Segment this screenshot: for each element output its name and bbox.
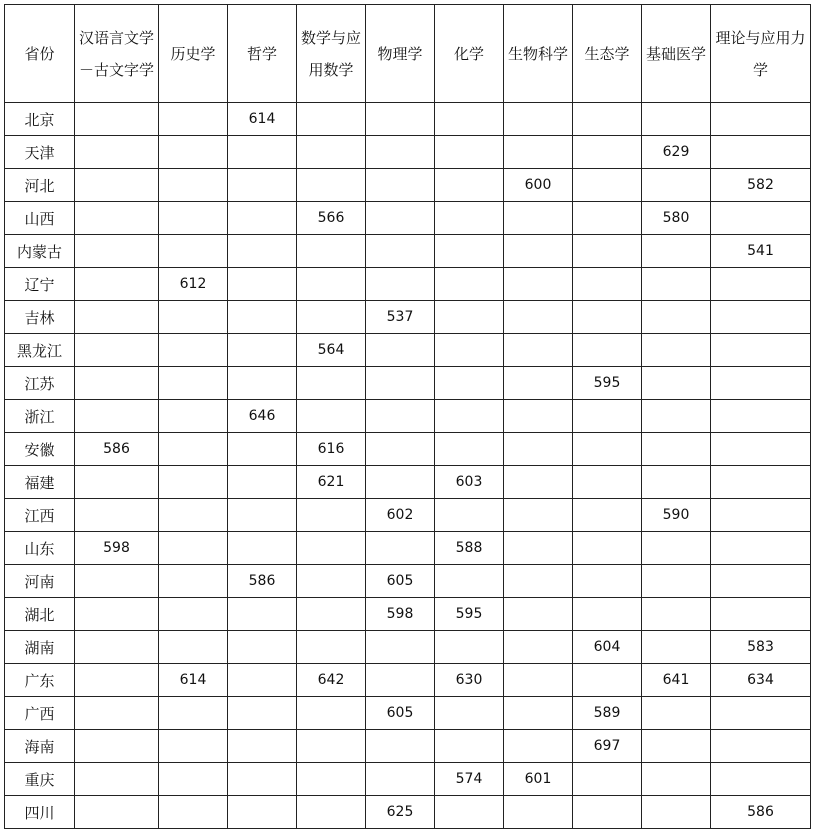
score-cell [297,301,366,334]
province-cell: 广西 [5,697,75,730]
score-cell [297,730,366,763]
score-cell [711,565,811,598]
score-cell: 603 [435,466,504,499]
score-cell: 600 [504,169,573,202]
score-cell: 605 [366,697,435,730]
score-cell [297,499,366,532]
header-label: 历史学 [170,44,216,63]
score-cell: 590 [642,499,711,532]
header-label: 生态学 [584,44,630,63]
score-cell [711,433,811,466]
score-cell [228,664,297,697]
score-cell [297,169,366,202]
score-cell [504,532,573,565]
score-cell [435,400,504,433]
score-cell [573,400,642,433]
score-cell: 588 [435,532,504,565]
province-cell: 山西 [5,202,75,235]
score-cell: 646 [228,400,297,433]
score-cell [159,103,228,136]
score-cell [504,367,573,400]
score-cell [573,235,642,268]
table-row [5,169,811,202]
score-cell [573,334,642,367]
score-cell [573,169,642,202]
score-cell [504,631,573,664]
header-row [5,5,811,103]
score-cell [573,103,642,136]
score-cell: 634 [711,664,811,697]
header-label: 生物科学 [508,44,569,63]
score-cell [504,235,573,268]
score-cell [504,796,573,829]
score-cell [297,598,366,631]
score-cell [366,235,435,268]
score-cell [159,730,228,763]
province-cell: 江苏 [5,367,75,400]
score-cell [228,235,297,268]
score-cell: 580 [642,202,711,235]
score-cell [711,367,811,400]
score-cell [573,301,642,334]
score-cell [642,697,711,730]
admission-score-table [4,4,811,829]
table-row [5,697,811,730]
score-cell: 641 [642,664,711,697]
score-cell [711,400,811,433]
score-cell [228,367,297,400]
score-cell: 595 [435,598,504,631]
province-cell: 重庆 [5,763,75,796]
score-cell [75,103,159,136]
score-cell [435,136,504,169]
score-cell [297,400,366,433]
score-cell [504,466,573,499]
table-row [5,466,811,499]
score-cell [366,367,435,400]
score-cell: 586 [75,433,159,466]
score-cell [642,796,711,829]
table-row [5,301,811,334]
score-cell [711,334,811,367]
score-cell [573,202,642,235]
score-cell [504,400,573,433]
score-cell [159,301,228,334]
score-cell [504,433,573,466]
header-major [159,5,228,103]
score-cell [297,763,366,796]
score-cell [75,598,159,631]
province-cell: 内蒙古 [5,235,75,268]
score-cell [504,730,573,763]
score-cell: 566 [297,202,366,235]
score-cell [573,532,642,565]
score-cell [711,466,811,499]
header-major [228,5,297,103]
score-cell [642,301,711,334]
table-row [5,103,811,136]
score-cell [642,367,711,400]
score-cell [642,466,711,499]
score-cell [75,763,159,796]
score-cell: 614 [159,664,228,697]
score-cell [435,697,504,730]
table-row [5,400,811,433]
score-cell [642,631,711,664]
score-cell: 564 [297,334,366,367]
score-cell [159,499,228,532]
table-row [5,334,811,367]
score-cell [711,697,811,730]
score-cell [159,466,228,499]
province-cell: 浙江 [5,400,75,433]
score-cell [366,400,435,433]
header-major [642,5,711,103]
score-cell [435,730,504,763]
score-cell [75,367,159,400]
score-cell [159,598,228,631]
score-cell [297,697,366,730]
score-cell [228,598,297,631]
score-cell [642,763,711,796]
header-label: 数学与应用数学 [301,28,362,79]
score-cell [642,235,711,268]
table-row [5,598,811,631]
score-cell: 604 [573,631,642,664]
score-cell [75,796,159,829]
header-label: 省份 [24,44,55,63]
score-cell [228,268,297,301]
score-cell [228,730,297,763]
score-cell [297,532,366,565]
score-cell [75,268,159,301]
score-cell [435,565,504,598]
score-cell: 629 [642,136,711,169]
score-cell [297,565,366,598]
score-cell: 598 [366,598,435,631]
score-cell [711,730,811,763]
score-cell [504,268,573,301]
score-cell [228,334,297,367]
score-cell [159,796,228,829]
score-cell [366,763,435,796]
province-cell: 山东 [5,532,75,565]
province-cell: 广东 [5,664,75,697]
header-major [297,5,366,103]
score-cell [366,664,435,697]
score-cell [711,532,811,565]
score-cell [366,136,435,169]
score-cell [573,598,642,631]
table-row [5,664,811,697]
province-cell: 湖北 [5,598,75,631]
score-cell [228,466,297,499]
score-cell [711,103,811,136]
score-cell [642,268,711,301]
score-cell: 642 [297,664,366,697]
score-cell [435,433,504,466]
score-cell [159,631,228,664]
score-cell: 586 [228,565,297,598]
score-cell [435,301,504,334]
score-cell [573,796,642,829]
table-row [5,499,811,532]
score-cell [228,499,297,532]
table-row [5,268,811,301]
header-label: 物理学 [377,44,423,63]
score-cell [366,631,435,664]
score-cell: 616 [297,433,366,466]
table-row [5,202,811,235]
score-cell [504,103,573,136]
score-cell [228,631,297,664]
province-cell: 吉林 [5,301,75,334]
province-cell: 江西 [5,499,75,532]
score-cell [642,598,711,631]
score-cell [366,202,435,235]
score-cell: 697 [573,730,642,763]
table-row [5,763,811,796]
score-cell [504,301,573,334]
header-label: 汉语言文学－古文字学 [79,28,155,79]
score-cell [75,235,159,268]
province-cell: 四川 [5,796,75,829]
score-cell [573,565,642,598]
score-cell: 598 [75,532,159,565]
score-cell [504,334,573,367]
score-cell [504,499,573,532]
table-row [5,565,811,598]
score-cell [366,433,435,466]
score-cell [435,796,504,829]
score-cell [642,532,711,565]
score-cell [228,532,297,565]
score-cell: 541 [711,235,811,268]
score-cell [711,301,811,334]
score-cell [297,103,366,136]
score-cell: 583 [711,631,811,664]
score-cell [159,367,228,400]
score-cell [75,301,159,334]
score-cell [159,169,228,202]
score-cell [435,499,504,532]
score-cell: 582 [711,169,811,202]
province-cell: 安徽 [5,433,75,466]
score-cell [573,763,642,796]
score-cell [435,268,504,301]
score-cell [75,202,159,235]
score-cell [366,466,435,499]
score-cell [642,730,711,763]
score-cell [504,202,573,235]
province-cell: 天津 [5,136,75,169]
score-cell [711,763,811,796]
score-cell [228,697,297,730]
score-cell [504,697,573,730]
table-row [5,796,811,829]
score-cell [504,598,573,631]
score-cell [75,499,159,532]
province-cell: 北京 [5,103,75,136]
score-cell [642,169,711,202]
score-cell [366,268,435,301]
score-cell: 621 [297,466,366,499]
score-cell [159,235,228,268]
score-cell [75,169,159,202]
table-row [5,730,811,763]
score-cell [711,202,811,235]
header-major [435,5,504,103]
score-cell [297,136,366,169]
score-cell: 625 [366,796,435,829]
score-cell [297,631,366,664]
score-cell [435,202,504,235]
score-cell [711,268,811,301]
score-cell [75,466,159,499]
province-cell: 海南 [5,730,75,763]
score-cell [435,367,504,400]
header-major [573,5,642,103]
score-cell [573,433,642,466]
score-cell [75,565,159,598]
score-cell: 586 [711,796,811,829]
score-cell: 602 [366,499,435,532]
score-cell [642,103,711,136]
score-cell [159,400,228,433]
table-body [5,103,811,829]
score-cell: 614 [228,103,297,136]
province-cell: 福建 [5,466,75,499]
header-label: 基础医学 [646,44,707,63]
score-cell [75,136,159,169]
score-cell [228,169,297,202]
score-cell [228,433,297,466]
score-cell [297,268,366,301]
score-cell [228,763,297,796]
score-cell [159,334,228,367]
score-cell [159,202,228,235]
score-cell [228,202,297,235]
score-cell: 601 [504,763,573,796]
score-cell [366,730,435,763]
score-cell [228,136,297,169]
score-cell [711,598,811,631]
score-cell [711,499,811,532]
province-cell: 河北 [5,169,75,202]
score-cell: 537 [366,301,435,334]
score-cell [642,433,711,466]
score-cell [297,235,366,268]
header-label: 理论与应用力学 [715,28,806,79]
score-cell [642,565,711,598]
score-cell [159,763,228,796]
score-cell [297,367,366,400]
province-cell: 湖南 [5,631,75,664]
score-cell [435,631,504,664]
score-cell [366,334,435,367]
header-major [711,5,811,103]
score-cell [75,697,159,730]
table-row [5,433,811,466]
score-cell [159,136,228,169]
header-major [366,5,435,103]
table-row [5,631,811,664]
score-cell [573,136,642,169]
header-label: 化学 [453,44,484,63]
table-row [5,367,811,400]
score-cell [573,499,642,532]
score-cell: 612 [159,268,228,301]
header-major [504,5,573,103]
score-cell [297,796,366,829]
score-cell: 630 [435,664,504,697]
score-cell [642,400,711,433]
score-cell [75,334,159,367]
score-cell [573,664,642,697]
score-cell [75,664,159,697]
score-cell: 574 [435,763,504,796]
header-label: 哲学 [246,44,277,63]
score-cell [366,532,435,565]
score-cell: 595 [573,367,642,400]
score-cell [75,730,159,763]
score-cell [435,334,504,367]
score-cell [159,532,228,565]
score-cell [711,136,811,169]
score-cell [159,565,228,598]
score-cell: 589 [573,697,642,730]
table-header [5,5,811,103]
score-cell [75,400,159,433]
table-row [5,136,811,169]
header-major [75,5,159,103]
score-cell: 605 [366,565,435,598]
table-row [5,532,811,565]
score-cell [435,169,504,202]
score-cell [573,466,642,499]
province-cell: 河南 [5,565,75,598]
score-cell [159,697,228,730]
score-cell [642,334,711,367]
score-cell [159,433,228,466]
province-cell: 黑龙江 [5,334,75,367]
table-row [5,235,811,268]
score-cell [504,136,573,169]
header-province [5,5,75,103]
score-cell [504,664,573,697]
score-cell [435,235,504,268]
score-cell [504,565,573,598]
province-cell: 辽宁 [5,268,75,301]
score-cell [228,796,297,829]
score-cell [573,268,642,301]
score-cell [75,631,159,664]
score-cell [366,103,435,136]
score-cell [366,169,435,202]
score-cell [435,103,504,136]
score-cell [228,301,297,334]
